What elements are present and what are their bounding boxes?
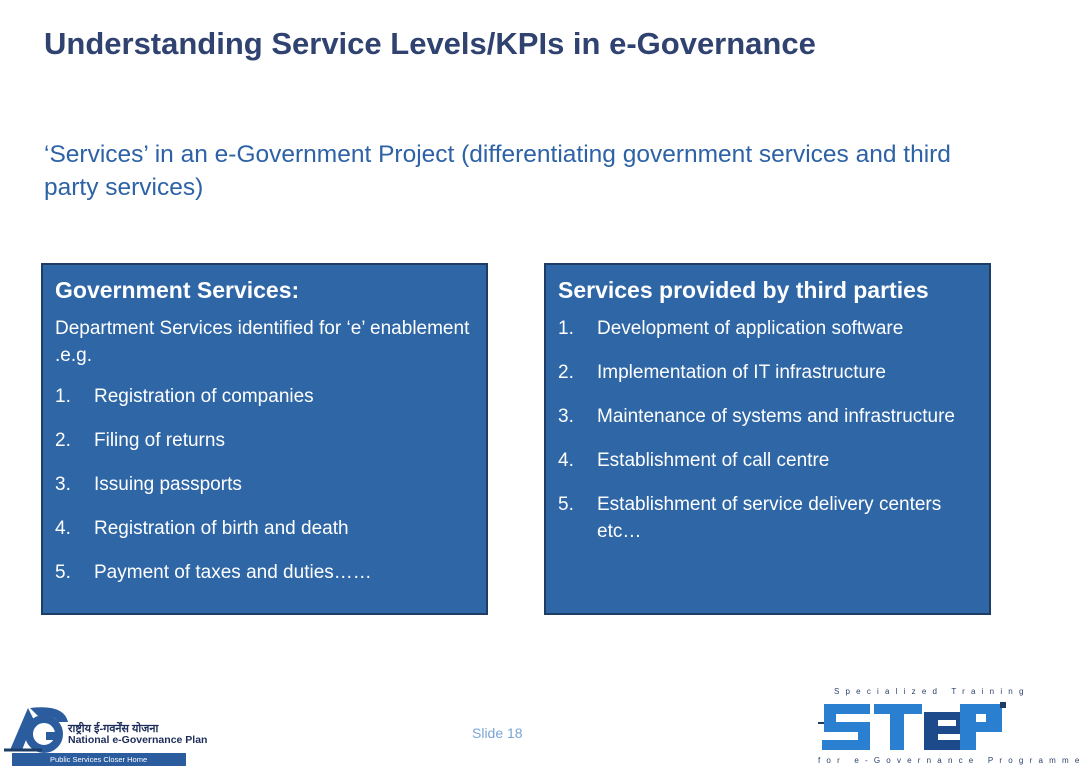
list-number: 5.	[55, 562, 71, 583]
panel-intro: Department Services identified for ‘e’ enablement .e.g.	[55, 318, 470, 366]
list-text: Maintenance of systems and infrastructure	[597, 406, 956, 427]
list-number: 2.	[55, 430, 71, 451]
third-party-services-panel	[544, 263, 991, 615]
step-logo-icon	[818, 698, 1008, 756]
list-text: Filing of returns	[94, 430, 225, 451]
list-item	[55, 471, 474, 498]
list-text: Registration of companies	[94, 386, 314, 407]
list-number: 4.	[558, 450, 574, 471]
list-text: Development of application software	[597, 318, 904, 339]
government-services-list	[55, 383, 474, 586]
list-number: 2.	[558, 362, 574, 383]
third-party-services-list	[558, 315, 977, 545]
panel-heading: Services provided by third parties	[558, 277, 929, 303]
list-number: 1.	[55, 386, 71, 407]
list-number: 4.	[55, 518, 71, 539]
list-text: Implementation of IT infrastructure	[597, 362, 886, 383]
slide-subtitle: ‘Services’ in an e-Government Project (differentiating government services and third party services)	[44, 141, 951, 201]
list-item	[558, 491, 977, 545]
list-number: 3.	[55, 474, 71, 495]
government-services-panel	[41, 263, 488, 615]
list-text: Registration of birth and death	[94, 518, 349, 539]
list-item	[558, 447, 977, 474]
step-bottom-text: for e-Governance Programme	[818, 756, 1085, 765]
list-number: 3.	[558, 406, 574, 427]
negp-tagline: Public Services Closer Home	[12, 753, 186, 766]
list-number: 1.	[558, 318, 574, 339]
list-item	[55, 383, 474, 410]
negp-name: National e-Governance Plan	[68, 734, 208, 746]
list-item	[55, 515, 474, 542]
list-number: 5.	[558, 494, 574, 515]
list-text: Payment of taxes and duties……	[94, 562, 372, 583]
negp-logo	[0, 700, 208, 768]
list-item	[55, 559, 474, 586]
list-item	[558, 403, 977, 430]
slide-number: Slide 18	[472, 725, 523, 741]
list-text: Establishment of call centre	[597, 450, 830, 471]
step-top-text: Specialized Training	[834, 687, 1030, 696]
list-text: Establishment of service delivery centers etc…	[597, 494, 942, 542]
list-text: Issuing passports	[94, 474, 242, 495]
slide-title: Understanding Service Levels/KPIs in e-Governance	[44, 26, 816, 61]
list-item	[55, 427, 474, 454]
list-item	[558, 315, 977, 342]
panel-heading: Government Services:	[55, 277, 300, 303]
negp-hindi-text: राष्ट्रीय ई-गवर्नेंस योजना	[68, 723, 159, 735]
list-item	[558, 359, 977, 386]
step-logo	[818, 686, 1085, 768]
eg-logo-icon	[2, 700, 72, 756]
